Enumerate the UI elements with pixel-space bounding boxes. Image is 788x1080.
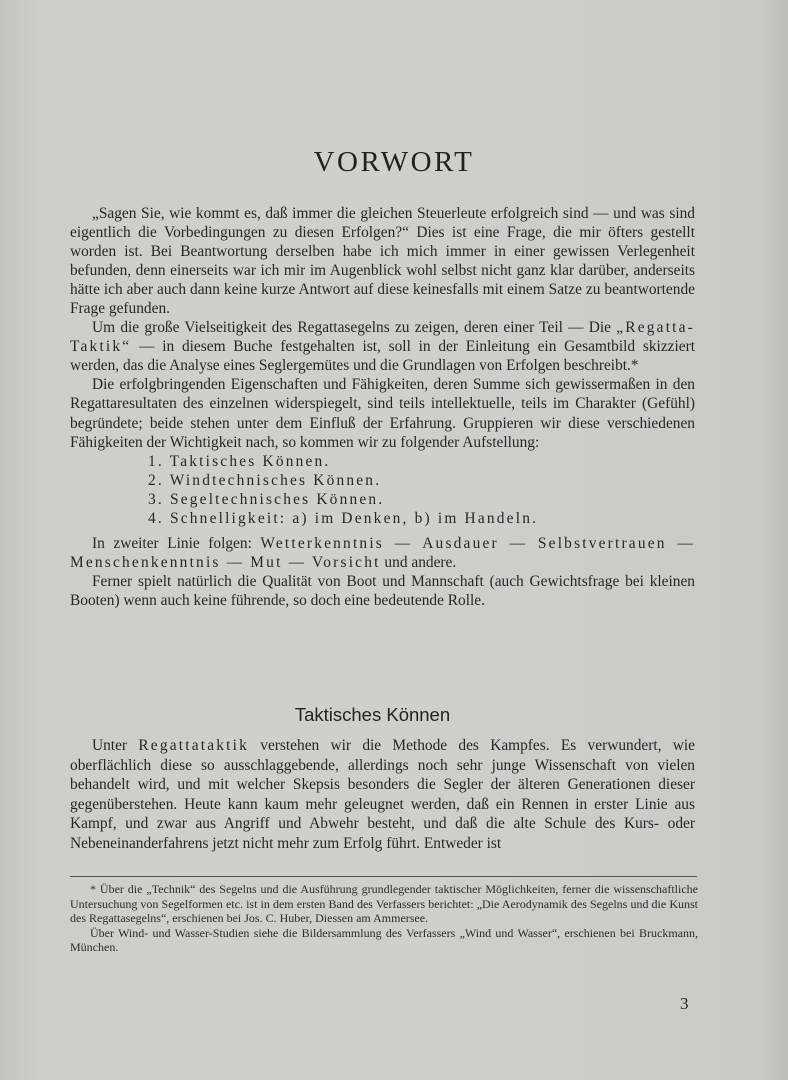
paragraph-secondary (70, 534, 695, 572)
paragraph-tactics-text-a: Unter (92, 737, 139, 754)
list-item: 2. Windtechnisches Können. (148, 471, 382, 489)
regattataktik-emphasis: Regattataktik (138, 737, 249, 754)
foreword-body (70, 204, 695, 610)
paragraph-regatta-text-c: — in diesem Buche festgehalten ist, soll in der Einleitung ein Gesamtbild skizziert werden, das die Analyse eines Seglergemütes und die Grundlagen von Erfolgen beschreibt.* (70, 338, 695, 375)
paragraph-abilities: Die erfolgbringenden Eigenschaften und Fähigkeiten, deren Summe sich gewissermaßen in den Regattaresultaten des einzelnen widerspiegelt, sind teils intellektuelle, teils im Charakter (Gefühl) begründete; beide stehen unter dem Einfluß der Erfahrung. Gruppieren wir diese verschiedenen Fähigkeiten der Wichtigkeit nach, so kommen wir zu folgender Aufstellung: (70, 376, 695, 451)
paragraph-secondary-text-c: und andere. (380, 553, 457, 571)
paragraph-tactics-text-c: verstehen wir die Methode des Kampfes. Es verwundert, wie oberflächlich diese so ausschlaggebende, allerdings noch sehr junge Wissenschaft von vielen behandelt wird, und mit welcher Skepsis besonders die Segler der älteren Generationen dieser gegenüberstehen. Heute kann kaum mehr geleugnet werden, daß ein Rennen in erster Linie aus Kampf, und zwar aus Angriff und Abwehr besteht, und daß die alte Schule des Kurs- oder Nebeneinanderfahrens jetzt nicht mehr zum Erfolg führt. Entweder ist (70, 737, 695, 852)
paragraph-regatta (70, 318, 695, 375)
paragraph-boat: Ferner spielt natürlich die Qualität von Boot und Mannschaft (auch Gewichtsfrage bei kleinen Booten) wenn auch keine führende, so doch eine bedeutende Rolle. (70, 572, 695, 609)
footnotes (70, 882, 698, 955)
paragraph-tactics (70, 736, 695, 854)
list-item: 1. Taktisches Können. (148, 452, 331, 470)
paragraph-secondary-text-a: In zweiter Linie folgen: (92, 534, 261, 552)
page-title: VORWORT (313, 146, 475, 178)
secondary-qualities: Wetterkenntnis — Ausdauer — Selbstvertrauen — Menschenkenntnis — Mut — Vorsicht (70, 534, 695, 571)
paragraph-regatta-text-a: Um die große Vielseitigkeit des Regattasegelns zu zeigen, deren einer Teil — Die (92, 319, 617, 337)
footnote: Über Wind- und Wasser-Studien siehe die Bildersammlung des Verfassers „Wind und Wasser“, erschienen bei Bruckmann, München. (70, 925, 698, 955)
list-item: 4. Schnelligkeit: a) im Denken, b) im Handeln. (148, 509, 539, 527)
list-item: 3. Segeltechnisches Können. (148, 490, 385, 508)
page-number: 3 (680, 994, 689, 1013)
section-body (70, 736, 695, 854)
book-title-emphasis: „Regatta-Taktik“ (70, 319, 695, 356)
section-heading: Taktisches Können (294, 704, 451, 725)
footnote: * Über die „Technik“ des Segelns und die Ausführung grundlegender taktischer Möglichkeiten, ferner die wissenschaftliche Untersuchung von Segelformen etc. ist in dem ersten Band des Verfassers berichtet: „Die Aerodynamik des Segelns und die Kunst des Regattasegelns“, erschienen bei Jos. C. Huber, Diessen am Ammersee. (70, 882, 698, 926)
paragraph-question: „Sagen Sie, wie kommt es, daß immer die gleichen Steuerleute erfolgreich sind — und was sind eigentlich die Vorbedingungen zu diesen Erfolgen?“ Dies ist eine Frage, die mir öfters gestellt worden ist. Bei Beantwortung derselben habe ich mich immer in einer gewissen Verlegenheit befunden, denn einerseits war ich mir im Augenblick wohl selbst nicht ganz klar darüber, anderseits hätte ich aber auch dann keine kurze Antwort auf diese keinesfalls mit einem Satze zu beantwortende Frage gefunden. (70, 205, 695, 318)
abilities-list (70, 452, 695, 528)
footnote-divider (70, 876, 697, 877)
